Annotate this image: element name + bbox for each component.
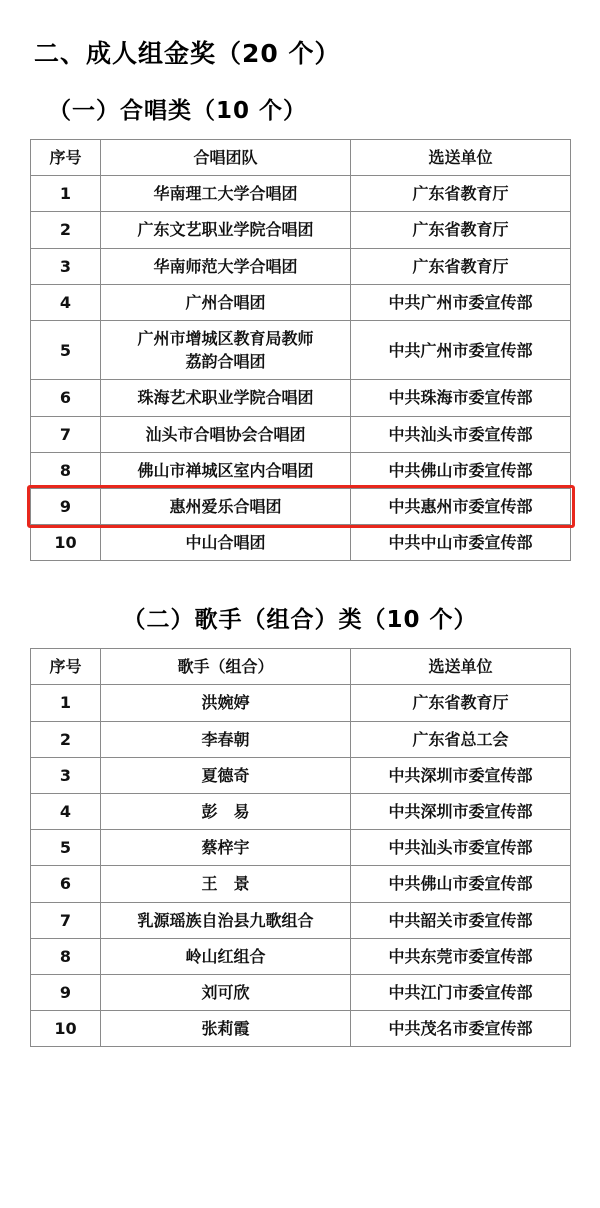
cell-org: 广东省教育厅	[351, 176, 571, 212]
cell-index: 6	[31, 866, 101, 902]
column-header-org: 选送单位	[351, 649, 571, 685]
cell-org: 中共珠海市委宣传部	[351, 380, 571, 416]
column-header-index: 序号	[31, 649, 101, 685]
table-row	[31, 320, 571, 379]
cell-index: 2	[31, 721, 101, 757]
column-header-name: 歌手（组合）	[101, 649, 351, 685]
chorus-table	[30, 139, 571, 561]
cell-index: 3	[31, 757, 101, 793]
cell-index: 8	[31, 938, 101, 974]
cell-index: 7	[31, 416, 101, 452]
cell-index: 7	[31, 902, 101, 938]
cell-index: 3	[31, 248, 101, 284]
cell-org: 中共汕头市委宣传部	[351, 830, 571, 866]
cell-name: 岭山红组合	[101, 938, 351, 974]
cell-index: 5	[31, 830, 101, 866]
cell-index: 4	[31, 284, 101, 320]
table-row	[31, 248, 571, 284]
cell-index: 9	[31, 974, 101, 1010]
cell-org: 中共深圳市委宣传部	[351, 794, 571, 830]
subsection-title-singer: （二）歌手（组合）类（10 个）	[122, 607, 478, 634]
cell-name: 华南师范大学合唱团	[101, 248, 351, 284]
cell-index: 5	[31, 320, 101, 379]
cell-org: 广东省教育厅	[351, 212, 571, 248]
chorus-table-wrap	[30, 139, 570, 561]
cell-org: 中共广州市委宣传部	[351, 320, 571, 379]
table-row	[31, 721, 571, 757]
table-header-row	[31, 649, 571, 685]
table-row	[31, 938, 571, 974]
cell-org: 中共佛山市委宣传部	[351, 866, 571, 902]
cell-name: 中山合唱团	[101, 525, 351, 561]
table-row	[31, 416, 571, 452]
cell-name: 汕头市合唱协会合唱团	[101, 416, 351, 452]
cell-org: 中共江门市委宣传部	[351, 974, 571, 1010]
table-row	[31, 974, 571, 1010]
cell-org: 中共韶关市委宣传部	[351, 902, 571, 938]
table-header-row	[31, 140, 571, 176]
cell-name: 华南理工大学合唱团	[101, 176, 351, 212]
cell-name: 广州合唱团	[101, 284, 351, 320]
cell-index: 1	[31, 685, 101, 721]
table-row	[31, 902, 571, 938]
document-page	[0, 34, 600, 1208]
cell-org: 中共惠州市委宣传部	[351, 488, 571, 524]
singer-table-wrap	[30, 648, 570, 1047]
table-row	[31, 1011, 571, 1047]
cell-index: 8	[31, 452, 101, 488]
table-row	[31, 284, 571, 320]
table-row	[31, 757, 571, 793]
cell-name: 李春朝	[101, 721, 351, 757]
singer-table	[30, 648, 571, 1047]
cell-index: 2	[31, 212, 101, 248]
cell-index: 10	[31, 525, 101, 561]
cell-org: 中共深圳市委宣传部	[351, 757, 571, 793]
cell-name: 彭 易	[101, 794, 351, 830]
cell-index: 4	[31, 794, 101, 830]
subsection-title-chorus: （一）合唱类（10 个）	[48, 98, 308, 124]
section-spacer	[30, 561, 570, 601]
table-row	[31, 488, 571, 524]
cell-name: 佛山市禅城区室内合唱团	[101, 452, 351, 488]
cell-name: 蔡梓宇	[101, 830, 351, 866]
cell-org: 广东省教育厅	[351, 248, 571, 284]
column-header-index: 序号	[31, 140, 101, 176]
cell-index: 1	[31, 176, 101, 212]
cell-org: 广东省教育厅	[351, 685, 571, 721]
cell-index: 9	[31, 488, 101, 524]
cell-name: 惠州爱乐合唱团	[101, 488, 351, 524]
cell-org: 中共东莞市委宣传部	[351, 938, 571, 974]
column-header-name: 合唱团队	[101, 140, 351, 176]
cell-org: 中共汕头市委宣传部	[351, 416, 571, 452]
cell-name: 刘可欣	[101, 974, 351, 1010]
cell-index: 6	[31, 380, 101, 416]
cell-index: 10	[31, 1011, 101, 1047]
table-row	[31, 794, 571, 830]
page-title: 二、成人组金奖（20 个）	[34, 39, 341, 68]
column-header-org: 选送单位	[351, 140, 571, 176]
cell-name: 王 景	[101, 866, 351, 902]
table-row	[31, 525, 571, 561]
cell-name: 广州市增城区教育局教师 荔韵合唱团	[101, 320, 351, 379]
table-row	[31, 452, 571, 488]
table-row	[31, 176, 571, 212]
cell-name: 广东文艺职业学院合唱团	[101, 212, 351, 248]
cell-org: 中共佛山市委宣传部	[351, 452, 571, 488]
table-row	[31, 685, 571, 721]
cell-org: 中共中山市委宣传部	[351, 525, 571, 561]
table-row	[31, 380, 571, 416]
cell-name: 夏德奇	[101, 757, 351, 793]
cell-org: 广东省总工会	[351, 721, 571, 757]
table-row	[31, 212, 571, 248]
cell-org: 中共茂名市委宣传部	[351, 1011, 571, 1047]
table-row	[31, 830, 571, 866]
cell-name: 珠海艺术职业学院合唱团	[101, 380, 351, 416]
cell-org: 中共广州市委宣传部	[351, 284, 571, 320]
cell-name: 乳源瑶族自治县九歌组合	[101, 902, 351, 938]
cell-name: 洪婉婷	[101, 685, 351, 721]
table-row	[31, 866, 571, 902]
cell-name: 张莉霞	[101, 1011, 351, 1047]
